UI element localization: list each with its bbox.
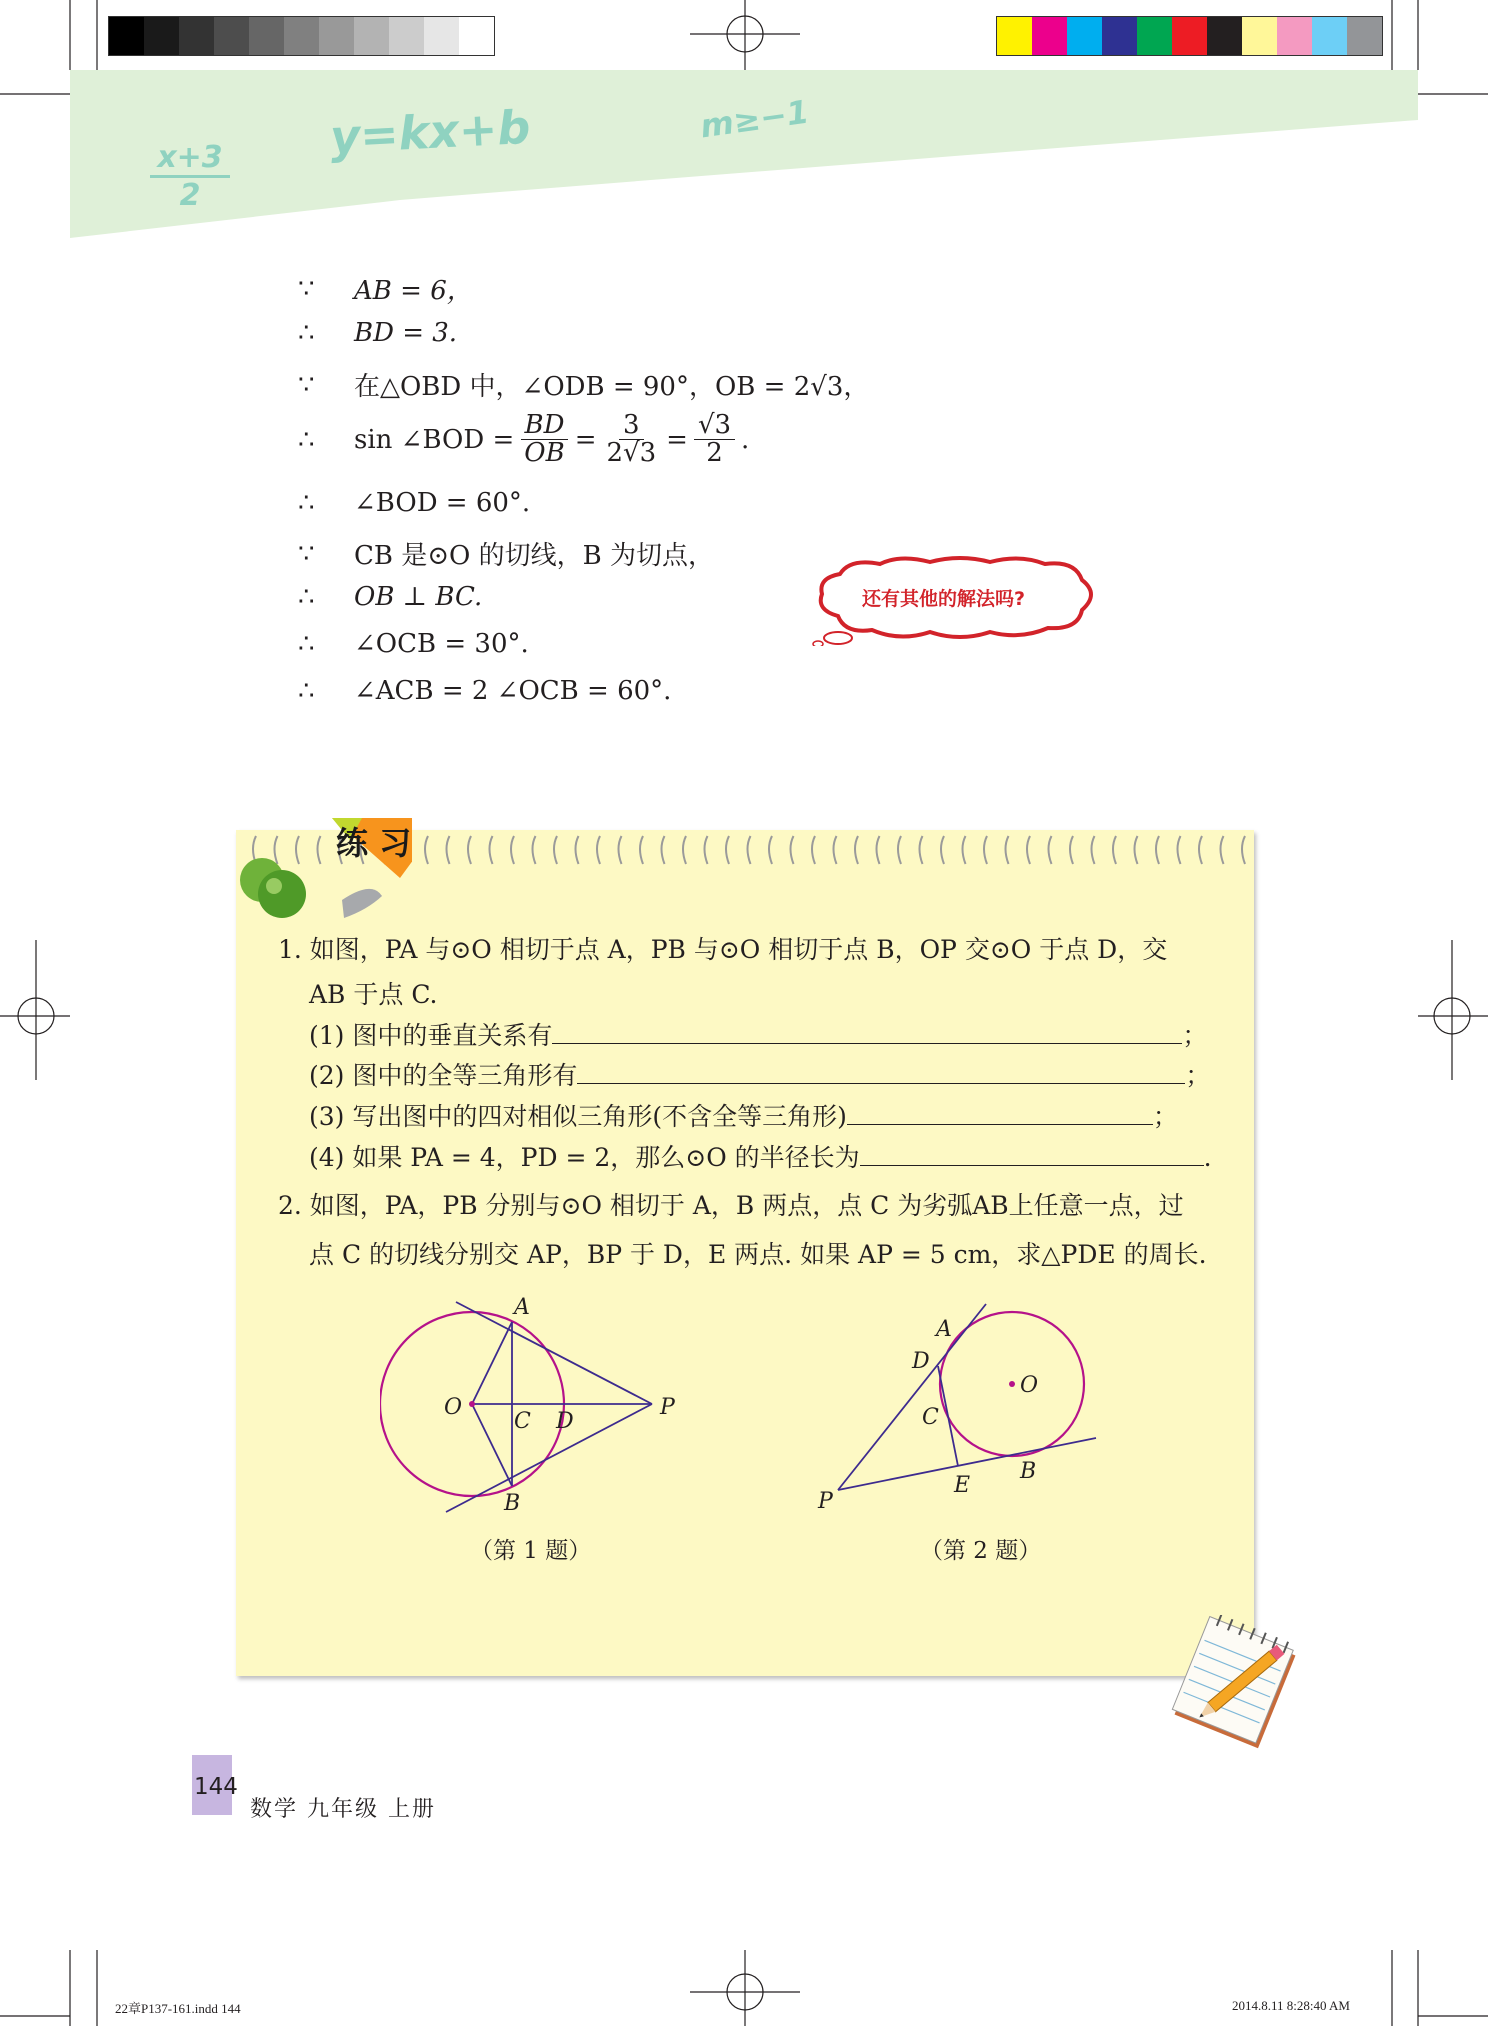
therefore-symbol: ∴ [298, 488, 315, 518]
q1-sub-4 [309, 1138, 1212, 1174]
proof-text: BD = 3. [354, 318, 458, 348]
proof-line-3 [298, 366, 869, 403]
deco-formula: y=kx+b [328, 99, 532, 165]
gray-swatch [424, 17, 459, 55]
because-symbol: ∵ [298, 273, 315, 304]
pushpin-shadow [342, 889, 382, 918]
spiral-ring [425, 836, 428, 864]
color-swatch [997, 17, 1032, 55]
spiral-ring [1092, 836, 1095, 864]
proof-text: sin ∠BOD = [354, 424, 515, 455]
deco-fraction-num: x+3 [150, 140, 230, 178]
proof-line-6 [298, 535, 714, 572]
book-title: 数学 九年级 上册 [250, 1797, 436, 1822]
deco-inequality: m≥−1 [697, 92, 812, 146]
because-symbol: ∵ [298, 538, 315, 569]
label-a: A [514, 1295, 530, 1320]
color-calibration-bar [996, 16, 1383, 56]
spiral-ring [1178, 836, 1181, 864]
spiral-ring [791, 836, 794, 864]
spiral-ring [1242, 836, 1245, 864]
bubble-text: 还有其他的解法吗? [862, 588, 1026, 610]
equals-sign: = [666, 424, 688, 455]
gray-swatch [389, 17, 424, 55]
color-swatch [1242, 17, 1277, 55]
spiral-ring [898, 836, 901, 864]
q1-line-2: AB 于点 C. [309, 980, 438, 1009]
spiral-ring [877, 836, 880, 864]
label-b: B [1020, 1459, 1037, 1484]
gray-calibration-bar [108, 16, 495, 56]
q1-sub-1-text: (1) 图中的垂直关系有 [309, 1021, 553, 1050]
side-crop-marks [0, 940, 1488, 1100]
proof-text: OB ⊥ BC. [354, 582, 483, 612]
gray-swatch [284, 17, 319, 55]
therefore-symbol: ∴ [298, 424, 315, 455]
figure-1-caption: （第 1 题） [470, 1538, 592, 1564]
spiral-ring [662, 836, 665, 864]
q1-sub-3 [309, 1097, 1178, 1133]
proof-text: ∠ACB = 2 ∠OCB = 60°. [354, 676, 672, 706]
semicolon: ； [1182, 1021, 1208, 1050]
spiral-ring [640, 836, 643, 864]
tangent-pa [456, 1302, 652, 1404]
answer-blank-4[interactable] [860, 1145, 1204, 1166]
semicolon: ； [1152, 1102, 1178, 1131]
spiral-ring [1156, 836, 1159, 864]
spiral-ring [1113, 836, 1116, 864]
fraction-denominator: 2 [706, 438, 723, 469]
center-dot [469, 1401, 475, 1407]
spiral-ring [1027, 836, 1030, 864]
segment-ob [472, 1404, 512, 1486]
label-e: E [954, 1473, 971, 1498]
deco-fraction-den: 2 [179, 178, 201, 213]
color-swatch [1277, 17, 1312, 55]
segment-oa [472, 1322, 512, 1404]
thought-bubble [810, 554, 1100, 646]
label-c: C [514, 1409, 531, 1434]
label-p: P [818, 1489, 833, 1514]
gray-swatch [144, 17, 179, 55]
period: . [1203, 1143, 1212, 1172]
proof-line-2 [298, 318, 457, 348]
fraction-numerator: 3 [619, 412, 644, 440]
spiral-ring [812, 836, 815, 864]
spiral-ring [511, 836, 514, 864]
spiral-ring [1070, 836, 1073, 864]
spiral-ring [1135, 836, 1138, 864]
proof-line-9 [298, 676, 671, 706]
file-info: 22章P137-161.indd 144 [115, 2001, 241, 2016]
semicolon: ； [1185, 1061, 1211, 1090]
center-dot [1009, 1381, 1015, 1387]
tangent-pb [446, 1404, 652, 1512]
therefore-symbol: ∴ [298, 318, 315, 348]
spiral-ring [1199, 836, 1202, 864]
spiral-ring [920, 836, 923, 864]
label-b: B [504, 1491, 521, 1516]
spiral-ring [1049, 836, 1052, 864]
therefore-symbol: ∴ [298, 676, 315, 706]
spiral-ring [984, 836, 987, 864]
spiral-ring [834, 836, 837, 864]
label-p: P [660, 1395, 675, 1420]
gray-swatch [354, 17, 389, 55]
gray-swatch [319, 17, 354, 55]
spiral-ring [1221, 836, 1224, 864]
color-swatch [1102, 17, 1137, 55]
fraction-root3-2 [694, 412, 735, 468]
label-a: A [936, 1317, 952, 1342]
proof-line-5 [298, 488, 530, 518]
spiral-ring [705, 836, 708, 864]
gray-swatch [109, 17, 144, 55]
label-d: D [556, 1409, 574, 1434]
label-o: O [444, 1395, 463, 1420]
q2-line-2: 点 C 的切线分别交 AP，BP 于 D，E 两点. 如果 AP = 5 cm，求△PDE 的周长. [309, 1240, 1207, 1269]
spiral-ring [468, 836, 471, 864]
q1-sub-2-text: (2) 图中的全等三角形有 [309, 1061, 578, 1090]
period: . [741, 424, 750, 455]
spiral-ring [748, 836, 751, 864]
color-swatch [1137, 17, 1172, 55]
spiral-ring [726, 836, 729, 864]
proof-text: AB = 6， [354, 276, 473, 306]
q1-sub-4-text: (4) 如果 PA = 4，PD = 2，那么⊙O 的半径长为 [309, 1143, 860, 1172]
fraction-numerator: √3 [694, 412, 735, 440]
spiral-ring [855, 836, 858, 864]
therefore-symbol: ∴ [298, 582, 315, 612]
proof-text: 在△OBD 中，∠ODB = 90°，OB = 2√3， [354, 372, 870, 402]
figure-2 [810, 1296, 1110, 1516]
bottom-crop-marks [0, 1540, 1488, 2026]
spiral-ring [447, 836, 450, 864]
proof-text: ∠OCB = 30°. [354, 629, 529, 659]
fraction-numerator: BD [521, 412, 569, 440]
gray-swatch [179, 17, 214, 55]
tangent-pa [838, 1304, 986, 1490]
fraction-denominator: 2√3 [606, 438, 657, 469]
spiral-ring [554, 836, 557, 864]
figure-1 [380, 1290, 700, 1530]
color-swatch [1067, 17, 1102, 55]
color-swatch [1032, 17, 1067, 55]
gray-swatch [214, 17, 249, 55]
color-swatch [1172, 17, 1207, 55]
q1-sub-3-text: (3) 写出图中的四对相似三角形(不含全等三角形) [309, 1102, 847, 1131]
print-timestamp: 2014.8.11 8:28:40 AM [1232, 1998, 1350, 2013]
fraction-bd-ob [520, 412, 568, 468]
tangent-de [938, 1366, 958, 1466]
gray-swatch [459, 17, 494, 55]
label-d: D [912, 1349, 930, 1374]
spiral-ring [769, 836, 772, 864]
spiral-ring [619, 836, 622, 864]
spiral-ring [683, 836, 686, 864]
page-number: 144 [194, 1774, 238, 1800]
spiral-ring [963, 836, 966, 864]
proof-line-8 [298, 629, 529, 659]
spiral-ring [490, 836, 493, 864]
equals-sign: = [574, 424, 597, 455]
q2-line-1: 2. 如图，PA，PB 分别与⊙O 相切于 A，B 两点，点 C 为劣弧AB上任意一点，过 [278, 1191, 1184, 1220]
practice-title: 练 习 [336, 824, 412, 862]
spiral-ring [597, 836, 600, 864]
spiral-ring [533, 836, 536, 864]
color-swatch [1347, 17, 1382, 55]
color-swatch [1207, 17, 1242, 55]
label-o: O [1020, 1373, 1039, 1398]
q1-line-1: 1. 如图，PA 与⊙O 相切于点 A，PB 与⊙O 相切于点 B，OP 交⊙O 于点 D，交 [278, 935, 1168, 964]
spiral-ring [1006, 836, 1009, 864]
proof-text: CB 是⊙O 的切线，B 为切点， [354, 541, 715, 571]
fraction-denominator: OB [524, 438, 565, 469]
spiral-ring [941, 836, 944, 864]
figure-2-caption: （第 2 题） [920, 1538, 1042, 1564]
color-swatch [1312, 17, 1347, 55]
proof-line-1 [298, 270, 473, 307]
fraction-3-2root3 [602, 412, 660, 468]
answer-blank-3[interactable] [847, 1104, 1153, 1125]
deco-fraction [150, 140, 230, 213]
header-green-band [70, 70, 1418, 238]
proof-line-7 [298, 582, 482, 612]
proof-line-4 [298, 412, 749, 468]
proof-text: ∠BOD = 60°. [354, 488, 531, 518]
spiral-ring [576, 836, 579, 864]
therefore-symbol: ∴ [298, 629, 315, 659]
label-c: C [922, 1405, 939, 1430]
because-symbol: ∵ [298, 369, 315, 400]
gray-swatch [249, 17, 284, 55]
